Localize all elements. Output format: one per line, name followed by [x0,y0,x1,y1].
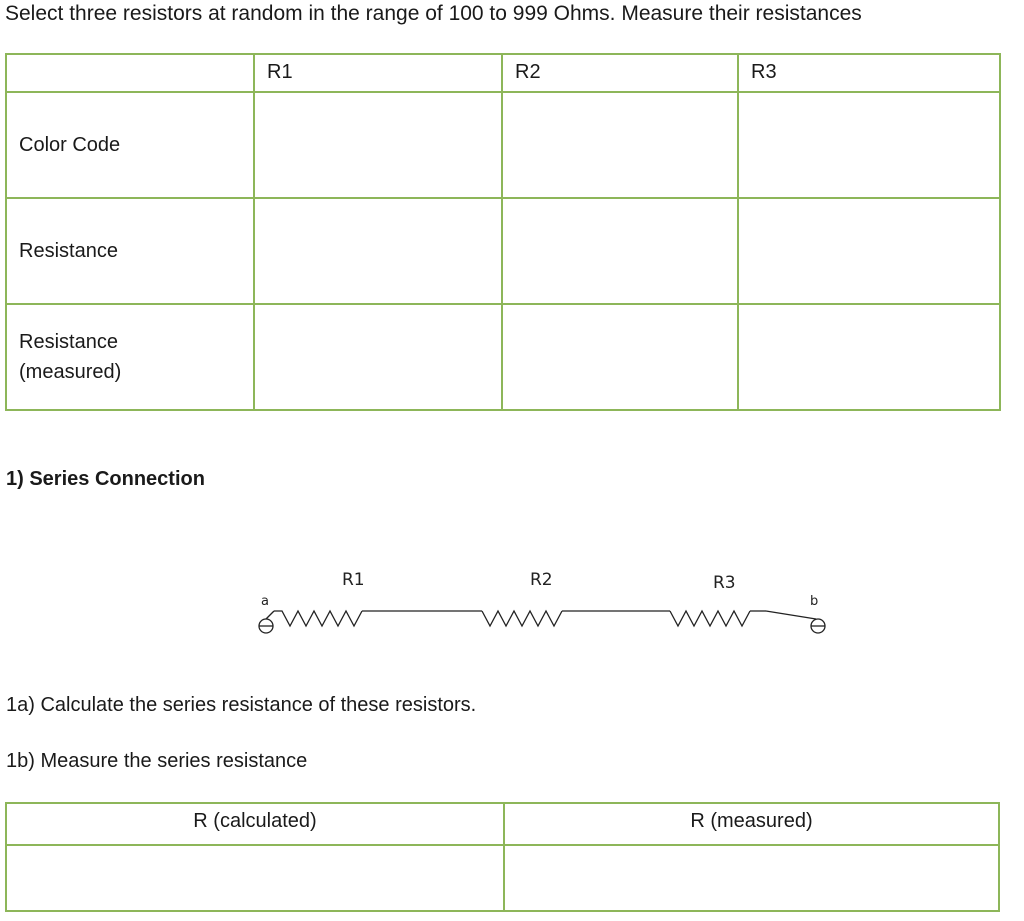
table-header-row [6,54,1000,92]
resistor-r1-icon [274,611,362,626]
node-label-b: b [810,594,819,609]
series-circuit-diagram [250,562,840,657]
row-label-resistance-measured [6,304,254,410]
question-1a: 1a) Calculate the series resistance of these resistors. [6,694,477,716]
cell-resistance-r3[interactable] [738,198,1000,304]
section-title-series-connection: 1) Series Connection [6,468,205,490]
cell-measured-r3[interactable] [738,304,1000,410]
cell-color-code-r2[interactable] [502,92,738,198]
question-1b: 1b) Measure the series resistance [6,750,308,772]
series-result-table [5,802,1000,912]
column-header-r-calculated: R (calculated) [6,803,504,845]
column-header-r2: R2 [502,54,738,92]
row-label-line: (measured) [19,361,122,383]
row-label-resistance [6,198,254,304]
row-label-line: Resistance [19,331,118,353]
resistor-r2-icon [482,611,562,626]
cell-resistance-r1[interactable] [254,198,502,304]
resistor-label-r2: R2 [530,570,553,590]
cell-measured-r1[interactable] [254,304,502,410]
circuit-svg [250,562,840,652]
cell-r-measured[interactable] [504,845,999,911]
wire-a [266,611,274,619]
resistor-label-r1: R1 [342,570,365,590]
column-header-r-measured: R (measured) [504,803,999,845]
instructions-text: Select three resistors at random in the range of 100 to 999 Ohms. Measure their resistances [5,2,862,25]
resistor-table [5,53,1001,411]
cell-resistance-r2[interactable] [502,198,738,304]
column-header-r1: R1 [254,54,502,92]
row-label-color-code [6,92,254,198]
series-table-value-row [6,845,999,911]
series-table-header-row [6,803,999,845]
table-row-resistance-measured [6,304,1000,410]
column-header-r3: R3 [738,54,1000,92]
cell-color-code-r1[interactable] [254,92,502,198]
resistor-r3-icon [670,611,750,626]
cell-r-calculated[interactable] [6,845,504,911]
cell-color-code-r3[interactable] [738,92,1000,198]
row-label-line: Resistance [19,240,118,262]
cell-measured-r2[interactable] [502,304,738,410]
node-label-a: a [261,594,269,609]
table-header-blank [6,54,254,92]
resistor-label-r3: R3 [713,573,736,593]
wire-b-diag [766,611,816,619]
row-label-line: Color Code [19,134,121,156]
table-row-color-code [6,92,1000,198]
table-row-resistance [6,198,1000,304]
